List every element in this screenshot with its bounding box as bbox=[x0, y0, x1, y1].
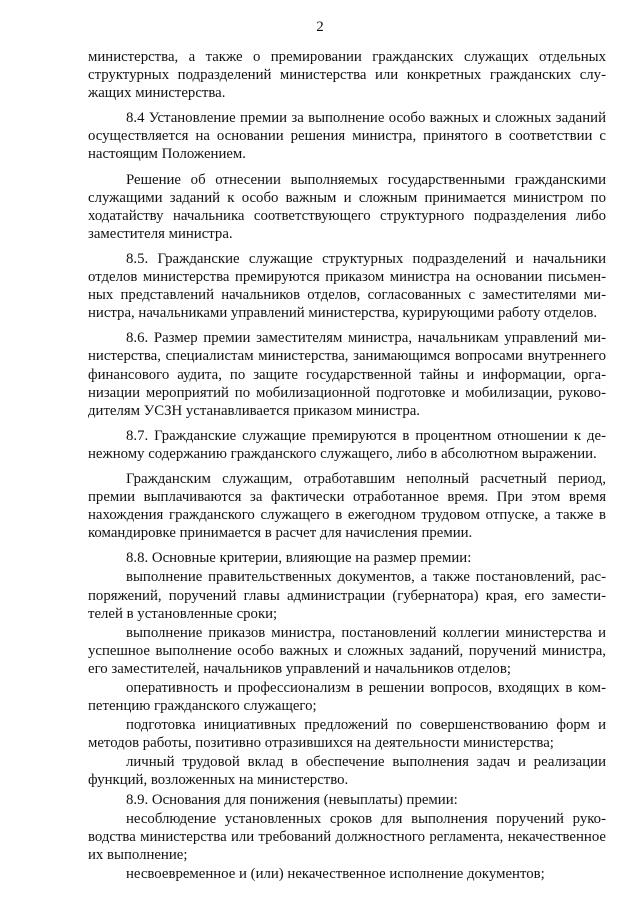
paragraph-8-8: 8.8. Основные критерии, влияющие на размер премии: bbox=[126, 550, 472, 567]
paragraph-8-5: 8.5. Гражданские служащие структурных подразделений и начальники отделов министерства премируются приказом министра на основании письменных представлений начальников отделов, согласованных с заместителями министра, начальниками управлений министерства, курирующими работу отделов. bbox=[88, 250, 606, 322]
criteria-item-efficiency: оперативность и профессионализм в решении вопросов, входящих в компетенцию гражданского служащего; bbox=[88, 680, 606, 715]
document-body bbox=[88, 48, 606, 884]
paragraph-8-7: 8.7. Гражданские служащие премируются в процентном отношении к денежному содержанию гражданского служащего, либо в абсолютном выражении. bbox=[88, 427, 606, 462]
paragraph-special-tasks: Решение об отнесении выполняемых государственными гражданскими служащими заданий к особо важным и сложным принимается министром по ходатайству начальника соответствующего структурного подразделения либо заместителя министра. bbox=[88, 171, 606, 242]
paragraph-partial-period: Гражданским служащим, отработавшим неполный расчетный период, премии выплачиваются за фактически отработанное время. При этом время нахождения гражданского служащего в ежегодном трудовом отпуске, а также в командировке принимается в расчет для начисления премии. bbox=[88, 470, 606, 542]
criteria-item-initiative: подготовка инициативных предложений по совершенствованию форм и методов работы, позитивно отразившихся на деятельности министерства; bbox=[88, 717, 606, 752]
paragraph-8-4: 8.4 Установление премии за выполнение особо важных и сложных заданий осуществляется на основании решения министра, принятого в соответствии с настоящим Положением. bbox=[88, 110, 606, 163]
paragraph-continuation: министерства, а также о премировании гражданских служащих отдельных структурных подразделений министерства или конкретных гражданских служащих министерства. bbox=[88, 49, 606, 102]
page-number: 2 bbox=[316, 19, 324, 35]
criteria-item-government-documents: выполнение правительственных документов, а также постановлений, распоряжений, поручений главы администрации (губернатора) края, его заместителей в установленные сроки; bbox=[88, 569, 606, 622]
criteria-item-minister-orders: выполнение приказов министра, постановлений коллегии министерства и успешное выполнение особо важных и сложных заданий, поручений министра, его заместителей, начальников управлений и начальников отделов; bbox=[88, 624, 606, 677]
reduction-item-deadlines: несоблюдение установленных сроков для выполнения поручений руководства министерства или требований должностного регламента, некачественное их выполнение; bbox=[88, 810, 606, 863]
reduction-item-documents: несвоевременное и (или) некачественное исполнение документов; bbox=[126, 865, 545, 882]
paragraph-8-9: 8.9. Основания для понижения (невыплаты) премии: bbox=[126, 791, 458, 808]
paragraph-8-6: 8.6. Размер премии заместителям министра, начальникам управлений министерства, специалистам министерства, занимающимся вопросами внутреннего финансового аудита, по защите государственной тайны и информации, организации мероприятий по мобилизационной подготовке и мобилизации, руководителям УСЗН устанавливается приказом министра. bbox=[88, 330, 606, 419]
criteria-item-personal-contribution: личный трудовой вклад в обеспечение выполнения задач и реализации функций, возложенных на министерство. bbox=[88, 754, 606, 789]
